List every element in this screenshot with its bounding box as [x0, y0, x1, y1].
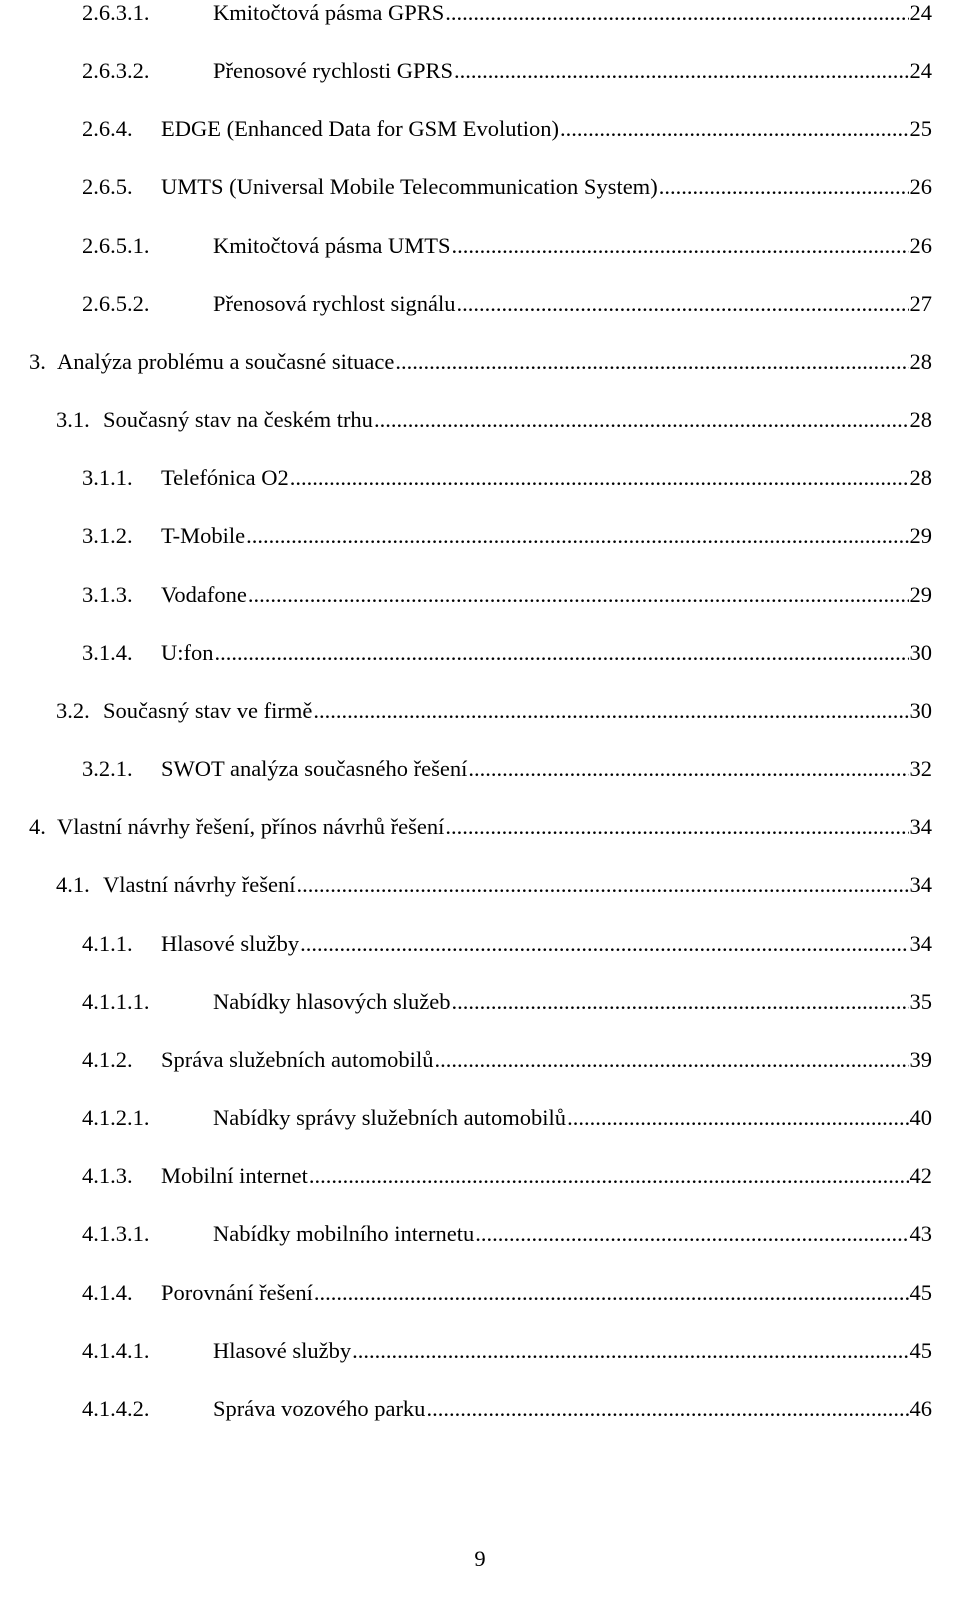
toc-entry-page: 34	[909, 814, 932, 839]
toc-entry-number: 3.1.4.	[82, 640, 133, 665]
toc-entry-title: Kmitočtová pásma GPRS	[213, 0, 445, 25]
toc-entry[interactable]	[82, 987, 932, 1017]
toc-dot-leader	[434, 1045, 908, 1075]
toc-entry-number: 3.1.1.	[82, 465, 133, 490]
toc-entry-number: 4.1.4.1.	[82, 1338, 150, 1363]
toc-dot-leader	[445, 0, 908, 28]
toc-entry-number: 4.1.2.1.	[82, 1105, 150, 1130]
toc-dot-leader	[313, 696, 908, 726]
toc-entry[interactable]	[82, 0, 932, 28]
toc-entry-page: 42	[909, 1163, 932, 1188]
toc-entry-page: 28	[909, 465, 932, 490]
toc-entry[interactable]	[56, 696, 932, 726]
toc-entry-page: 43	[909, 1221, 932, 1246]
toc-entry-title: Současný stav ve firmě	[103, 698, 313, 723]
toc-entry-title: Vlastní návrhy řešení	[103, 872, 296, 897]
toc-entry[interactable]	[82, 231, 932, 261]
toc-entry[interactable]	[82, 638, 932, 668]
toc-entry-title: Nabídky mobilního internetu	[213, 1221, 475, 1246]
toc-entry-title: Hlasové služby	[161, 931, 300, 956]
toc-dot-leader	[290, 463, 909, 493]
toc-entry-title: Přenosové rychlosti GPRS	[213, 58, 454, 83]
toc-entry-number: 3.1.	[56, 407, 90, 432]
toc-entry-title: Vodafone	[161, 582, 247, 607]
toc-entry[interactable]	[82, 1336, 932, 1366]
toc-entry[interactable]	[56, 405, 932, 435]
toc-dot-leader	[567, 1103, 908, 1133]
toc-entry-page: 24	[909, 58, 932, 83]
toc-dot-leader	[314, 1278, 909, 1308]
toc-entry-number: 2.6.5.1.	[82, 233, 150, 258]
toc-dot-leader	[248, 580, 909, 610]
toc-entry-page: 27	[909, 291, 932, 316]
toc-entry[interactable]	[82, 289, 932, 319]
toc-entry[interactable]	[82, 929, 932, 959]
toc-entry-number: 4.1.1.	[82, 931, 133, 956]
toc-dot-leader	[456, 289, 908, 319]
toc-entry[interactable]	[82, 1278, 932, 1308]
toc-entry-page: 32	[909, 756, 932, 781]
toc-entry-title: Nabídky správy služebních automobilů	[213, 1105, 567, 1130]
toc-entry[interactable]	[82, 754, 932, 784]
toc-entry-number: 2.6.4.	[82, 116, 133, 141]
page-number: 9	[474, 1546, 486, 1571]
toc-entry-page: 29	[909, 582, 932, 607]
toc-dot-leader	[426, 1394, 908, 1424]
toc-entry-number: 3.2.1.	[82, 756, 133, 781]
toc-entry-number: 4.1.3.	[82, 1163, 133, 1188]
toc-dot-leader	[560, 114, 908, 144]
toc-entry-number: 2.6.5.	[82, 174, 133, 199]
toc-entry-number: 3.	[29, 349, 46, 374]
toc-entry-number: 4.	[29, 814, 46, 839]
toc-entry-number: 3.2.	[56, 698, 90, 723]
toc-entry-title: Hlasové služby	[213, 1338, 352, 1363]
toc-entry[interactable]	[29, 812, 932, 842]
toc-dot-leader	[296, 870, 908, 900]
toc-dot-leader	[659, 172, 909, 202]
toc-entry[interactable]	[82, 1045, 932, 1075]
toc-entry-number: 3.1.3.	[82, 582, 133, 607]
toc-dot-leader	[454, 56, 908, 86]
toc-entry-title: Mobilní internet	[161, 1163, 308, 1188]
toc-entry-title: EDGE (Enhanced Data for GSM Evolution)	[161, 116, 560, 141]
toc-entry-page: 30	[909, 698, 932, 723]
toc-dot-leader	[246, 521, 908, 551]
toc-dot-leader	[300, 929, 908, 959]
toc-entry-page: 35	[909, 989, 932, 1014]
toc-entry-title: Přenosová rychlost signálu	[213, 291, 456, 316]
toc-entry[interactable]	[82, 1219, 932, 1249]
toc-entry-page: 34	[909, 931, 932, 956]
toc-entry[interactable]	[82, 463, 932, 493]
toc-entry-page: 28	[909, 407, 932, 432]
toc-entry-title: Správa vozového parku	[213, 1396, 426, 1421]
toc-entry-title: U:fon	[161, 640, 214, 665]
toc-entry-page: 24	[909, 0, 932, 25]
toc-entry[interactable]	[82, 56, 932, 86]
toc-entry[interactable]	[82, 114, 932, 144]
toc-entry-title: Nabídky hlasových služeb	[213, 989, 451, 1014]
toc-dot-leader	[451, 231, 908, 261]
toc-entry-page: 29	[909, 523, 932, 548]
toc-entry-number: 4.1.4.2.	[82, 1396, 150, 1421]
toc-entry-title: UMTS (Universal Mobile Telecommunication System)	[161, 174, 658, 199]
toc-entry-page: 26	[909, 174, 932, 199]
toc-entry-number: 4.1.2.	[82, 1047, 133, 1072]
toc-entry-page: 40	[909, 1105, 932, 1130]
toc-entry-title: Vlastní návrhy řešení, přínos návrhů řešení	[57, 814, 445, 839]
toc-entry[interactable]	[82, 521, 932, 551]
toc-entry-number: 2.6.3.2.	[82, 58, 150, 83]
toc-entry-page: 39	[909, 1047, 932, 1072]
toc-entry-title: Telefónica O2	[161, 465, 289, 490]
toc-dot-leader	[475, 1219, 908, 1249]
toc-dot-leader	[451, 987, 908, 1017]
toc-dot-leader	[352, 1336, 908, 1366]
toc-entry-number: 4.1.1.1.	[82, 989, 150, 1014]
toc-entry-title: T-Mobile	[161, 523, 246, 548]
toc-entry[interactable]	[29, 347, 932, 377]
toc-entry-page: 28	[909, 349, 932, 374]
toc-entry-page: 30	[909, 640, 932, 665]
toc-entry-page: 45	[909, 1280, 932, 1305]
toc-entry-number: 4.1.3.1.	[82, 1221, 150, 1246]
toc-entry-number: 2.6.5.2.	[82, 291, 150, 316]
toc-entry-title: Kmitočtová pásma UMTS	[213, 233, 451, 258]
toc-entry[interactable]	[82, 172, 932, 202]
toc-dot-leader	[215, 638, 909, 668]
toc-entry-page: 25	[909, 116, 932, 141]
toc-entry-number: 4.1.4.	[82, 1280, 133, 1305]
toc-entry[interactable]	[82, 1103, 932, 1133]
toc-entry[interactable]	[82, 1394, 932, 1424]
toc-entry-page: 26	[909, 233, 932, 258]
toc-entry-number: 3.1.2.	[82, 523, 133, 548]
toc-dot-leader	[445, 812, 908, 842]
toc-entry-page: 34	[909, 872, 932, 897]
toc-entry-page: 46	[909, 1396, 932, 1421]
toc-dot-leader	[309, 1161, 909, 1191]
toc-entry-number: 4.1.	[56, 872, 90, 897]
toc-entry-title: Porovnání řešení	[161, 1280, 313, 1305]
toc-entry-number: 2.6.3.1.	[82, 0, 150, 25]
toc-dot-leader	[468, 754, 908, 784]
toc-dot-leader	[374, 405, 909, 435]
toc-entry[interactable]	[82, 580, 932, 610]
toc-entry[interactable]	[82, 1161, 932, 1191]
toc-entry-page: 45	[909, 1338, 932, 1363]
toc-entry-title: SWOT analýza současného řešení	[161, 756, 468, 781]
toc-entry-title: Současný stav na českém trhu	[103, 407, 373, 432]
toc-entry-title: Správa služebních automobilů	[161, 1047, 434, 1072]
toc-entry-title: Analýza problému a současné situace	[57, 349, 395, 374]
toc-dot-leader	[395, 347, 908, 377]
toc-entry[interactable]	[56, 870, 932, 900]
